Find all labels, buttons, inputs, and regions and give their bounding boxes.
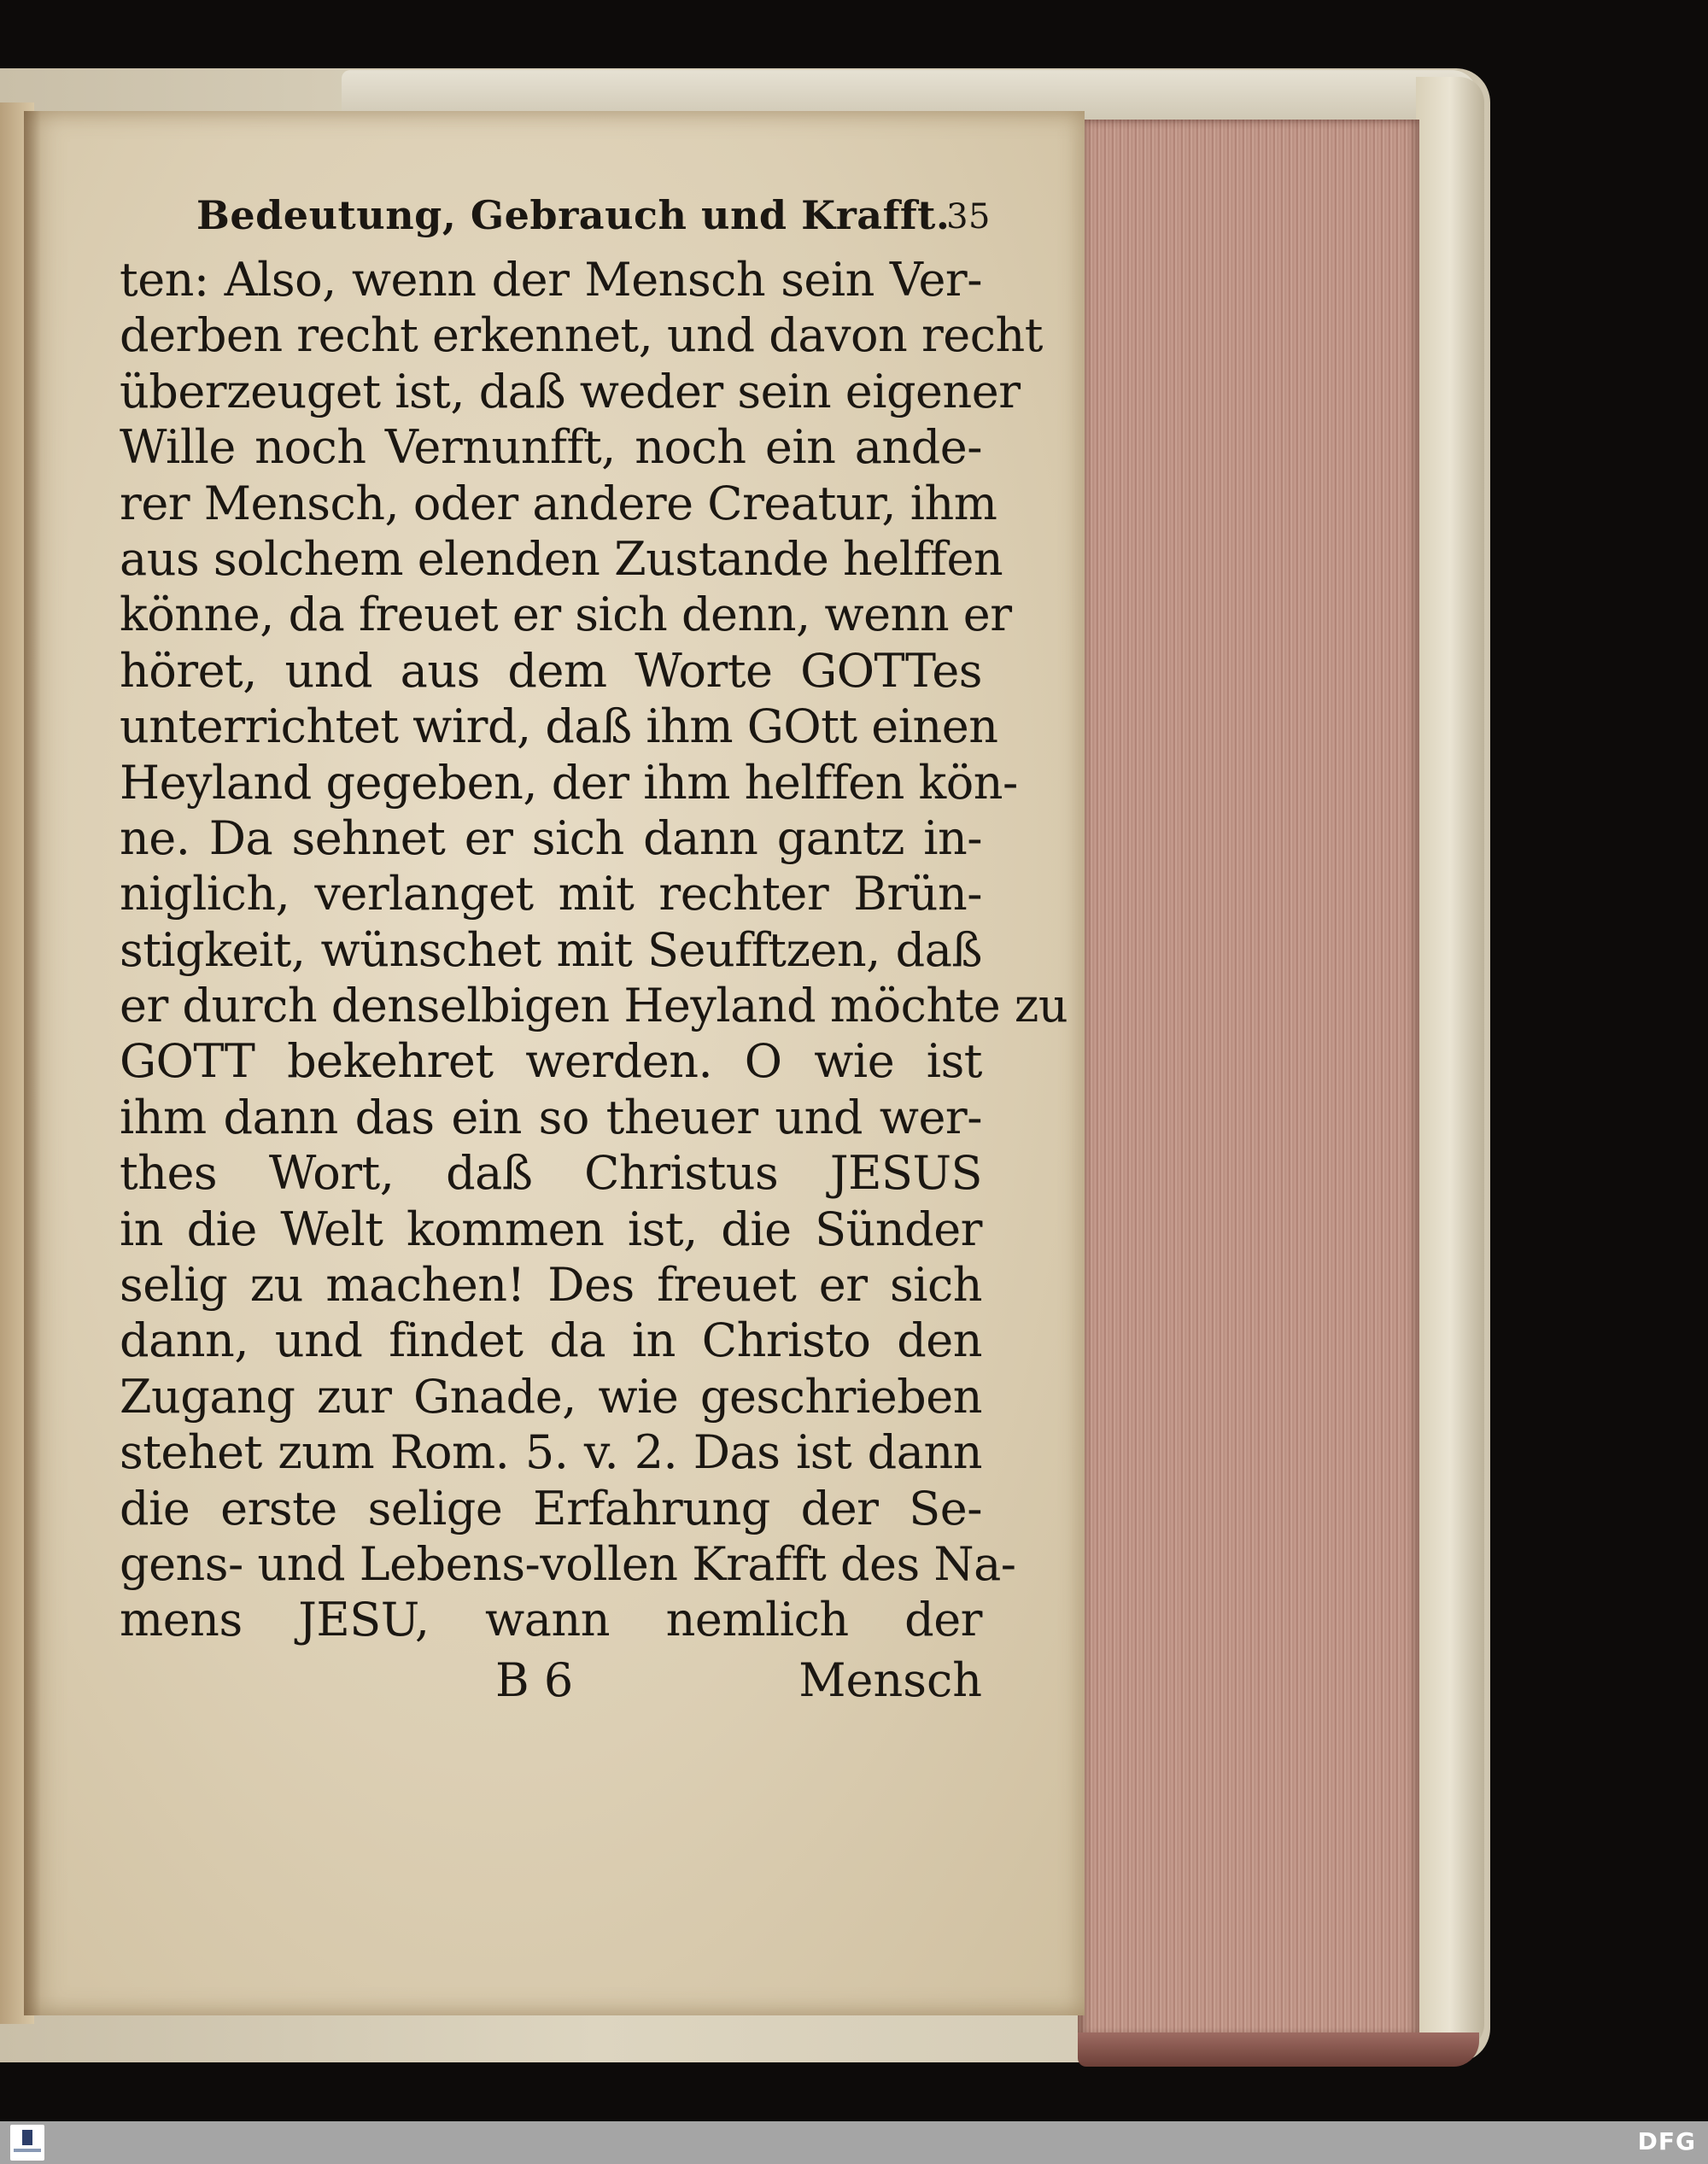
text-line: stehet zum Rom. 5. v. 2. Das ist dann	[120, 1425, 982, 1480]
text-line: niglich, verlanget mit rechter Brün-	[120, 867, 982, 921]
page-gutter	[24, 111, 41, 2015]
text-line: thes Wort, daß Christus JESUS	[120, 1146, 982, 1201]
running-head	[120, 192, 991, 252]
page-footer	[120, 1653, 982, 1713]
library-logo-icon	[10, 2125, 44, 2161]
text-line: ihm dann das ein so theuer und wer-	[120, 1090, 982, 1144]
text-line: stigkeit, wünschet mit Seufftzen, daß	[120, 922, 982, 977]
text-line: mens JESU, wann nemlich der	[120, 1593, 982, 1647]
text-line: ten: Also, wenn der Mensch sein Ver-	[120, 253, 982, 307]
text-line: unterrichtet wird, daß ihm GOtt einen	[120, 699, 998, 754]
text-line: aus solchem elenden Zustande helffen	[120, 531, 1003, 586]
text-line: Heyland gegeben, der ihm helffen kön-	[120, 755, 1018, 810]
cover-bottom-edge	[1078, 2032, 1479, 2067]
text-line: gens- und Lebens-vollen Krafft des Na-	[120, 1536, 1016, 1591]
text-line: die erste selige Erfahrung der Se-	[120, 1481, 982, 1535]
catchword: Mensch	[798, 1652, 982, 1707]
text-line: er durch denselbigen Heyland möchte zu	[120, 979, 1068, 1033]
text-line: überzeuget ist, daß weder sein eigener	[120, 364, 1021, 418]
text-line: rer Mensch, oder andere Creatur, ihm	[120, 476, 997, 530]
text-line: höret, und aus dem Worte GOTTes	[120, 643, 982, 698]
signature-mark: B 6	[495, 1652, 574, 1707]
cover-right-edge	[1416, 77, 1484, 2050]
viewer-footer-bar	[0, 2121, 1708, 2164]
body-text	[120, 252, 1068, 1648]
text-line: dann, und findet da in Christo den	[120, 1313, 982, 1368]
text-line: selig zu machen! Des freuet er sich	[120, 1258, 982, 1313]
dfg-logo: DFG	[1637, 2127, 1696, 2155]
text-line: in die Welt kommen ist, die Sünder	[120, 1202, 982, 1256]
page-number: 35	[946, 197, 991, 237]
text-line: Zugang zur Gnade, wie geschrieben	[120, 1369, 982, 1424]
running-head-title: Bedeutung, Gebrauch und Krafft.	[196, 192, 951, 238]
text-line: derben recht erkennet, und davon recht	[120, 308, 1043, 363]
text-line: könne, da freuet er sich denn, wenn er	[120, 588, 1012, 642]
red-page-edges	[1078, 120, 1419, 2037]
text-line: Wille noch Vernunfft, noch ein ande-	[120, 420, 982, 475]
text-line: GOTT bekehret werden. O wie ist	[120, 1034, 982, 1089]
text-line: ne. Da sehnet er sich dann gantz in-	[120, 810, 982, 865]
page-text-block	[120, 192, 1068, 1713]
